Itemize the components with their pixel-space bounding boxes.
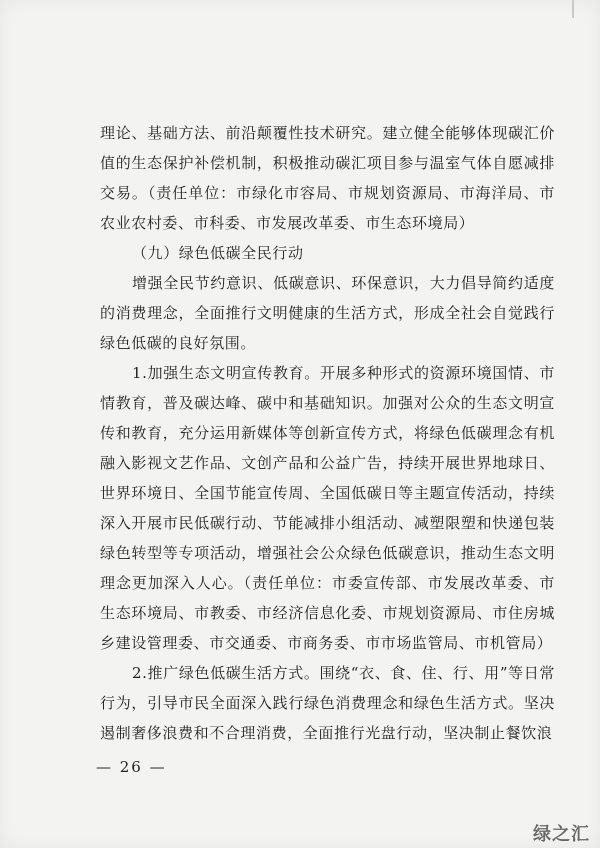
section-heading-green-action: （九）绿色低碳全民行动 <box>132 244 304 262</box>
paragraph-carbon-sink: 理论、基础方法、前沿颠覆性技术研究。建立健全能够体现碳汇价值的生态保护补偿机制，积极推动碳汇项目参与温室气体自愿减排交易。（责任单位：市绿化市容局、市规划资源局、市海洋局、市农业农村委、市科委、市发展改革委、市生态环境局） <box>100 124 555 232</box>
watermark-logo: 绿之汇 <box>533 824 590 845</box>
page-number: — 26 — <box>96 758 167 776</box>
paragraph-awareness: 增强全民节约意识、低碳意识、环保意识，大力倡导简约适度的消费理念，全面推行文明健康的生活方式，形成全社会自觉践行绿色低碳的良好氛围。 <box>100 274 555 352</box>
paragraph-lifestyle: 2.推广绿色低碳生活方式。围绕“衣、食、住、行、用”等日常行为，引导市民全面深入践行绿色消费理念和绿色生活方式。坚决遏制奢侈浪费和不合理消费，全面推行光盘行动，坚决制止餐饮浪 <box>100 664 555 742</box>
document-body <box>100 118 555 748</box>
paragraph-education: 1.加强生态文明宣传教育。开展多种形式的资源环境国情、市情教育，普及碳达峰、碳中和基础知识。加强对公众的生态文明宣传和教育，充分运用新媒体等创新宣传方式，将绿色低碳理念有机融入影视文艺作品、文创产品和公益广告，持续开展世界地球日、世界环境日、全国节能宣传周、全国低碳日等主题宣传活动，持续深入开展市民低碳行动、节能减排小组活动、减塑限塑和快递包装绿色转型等专项活动，增强社会公众绿色低碳意识，推动生态文明理念更加深入人心。（责任单位：市委宣传部、市发展改革委、市生态环境局、市教委、市经济信息化委、市规划资源局、市住房城乡建设管理委、市交通委、市商务委、市市场监管局、市机管局） <box>100 364 555 652</box>
scan-margin-mark <box>572 0 574 18</box>
